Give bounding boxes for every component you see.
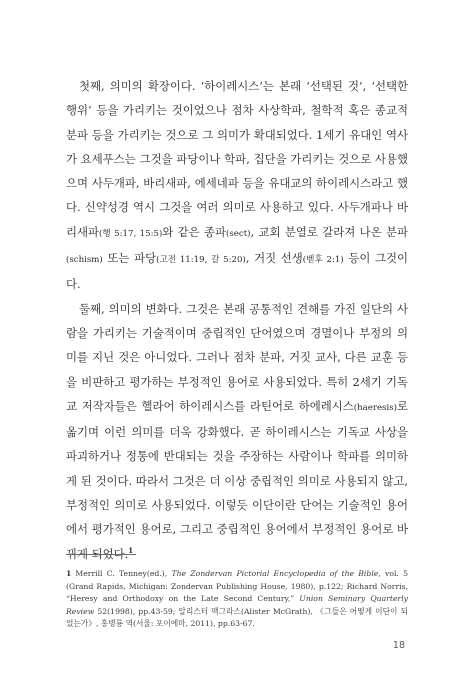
footnote-divider (66, 554, 136, 555)
paragraph-1-ref-corinthians: (고전 11:19, 갈 5:20) (156, 255, 246, 266)
paragraph-1-text-f: 등이 그것이다. (66, 251, 408, 292)
paragraph-1-text-e: , 거짓 선생 (245, 251, 303, 266)
paragraph-2-text-a: 둘째, 의미의 변화다. 그것은 본래 공통적인 견해를 가진 일단의 사람을 가리키는 기술적이며 중립적인 단어였으며 경멸이나 부정의 의미를 지닌 것은 아니었다. 그러나 점차 분파, 거짓 교사, 다른 교훈 등을 비판하고 평가하는 부정적인 용어로 사용되었다. 특히 2세기 기독교 저작자들은 헬라어 하이레시스를 라틴어로 하에레시스 (66, 301, 408, 413)
paragraph-2-text-b: 로 옮기며 이런 의미를 더욱 강화했다. 곧 하이레시스는 기독교 사상을 파괴하거나 정통에 반대되는 것을 주장하는 사람이나 학파를 의미하게 된 것이다. 따라서 그것은 더 이상 중립적인 의미로 사용되지 않고, 부정적인 의미로 사용되었다. 이렇듯 이단이란 단어는 기술적인 용어에서 평가적인 용어로, 그리고 중립적인 용어에서 부정적인 용어로 바뀌게 되었다. (66, 398, 408, 561)
paragraph-1-text-d: 또는 파당 (102, 251, 157, 266)
body-text (66, 74, 408, 566)
footnote-marker[interactable]: 1 (128, 545, 134, 555)
footnote-text-1: Merrill C. Tenney(ed.), (75, 569, 172, 578)
footnote-text-2: , vol. 5 (Grand Rapids, Michigan: Zondervan Publishing House, 1980), p.122; Richard Norris, “Heresy and Orthodoxy on the Late Second Century,” (66, 569, 408, 604)
footnote-title-encyclopedia: The Zondervan Pictorial Encyclopedia of the Bible (171, 569, 379, 578)
paragraph-2-ref-haeresis: (haeresis) (353, 402, 397, 413)
paragraph-1-text-c: , 교회 분열로 갈라져 나온 분파 (250, 224, 408, 239)
footnote (66, 568, 408, 631)
footnote-number: 1 (66, 569, 72, 578)
paragraph-1-ref-schism: (schism) (66, 255, 103, 266)
footnote-text-3: 52(1998), pp.43-59; 알리스터 맥그라스(Alister McGrath), 《그들은 어떻게 이단이 되었는가》, 홍병룡 역(서울: 포이에마, 2011), pp.63-67. (66, 606, 408, 629)
paragraph-meaning-change (66, 297, 408, 566)
paragraph-1-text-b: 와 같은 종파 (162, 224, 227, 239)
paragraph-1-ref-peter: (벧후 2:1) (302, 255, 344, 266)
footnote-title-review: Union Seminary Quarterly Review (66, 594, 409, 616)
paragraph-1-ref-acts: (행 5:17, 15:5) (99, 228, 163, 239)
paragraph-1-text-a: 첫째, 의미의 확장이다. ‘하이레시스’는 본래 ‘선택된 것’, ‘선택한 행위’ 등을 가리키는 것이었으나 점차 사상학파, 철학적 혹은 종교적 분파 등을 가리키는 것으로 그 의미가 확대되었다. 1세기 유대인 역사가 요세푸스는 그것을 파당이나 학파, 집단을 가리키는 것으로 사용했으며 사두개파, 바리새파, 에세네파 등을 유대교의 하이레시스라고 했다. 신약성경 역시 그것을 여러 의미로 사용하고 있다. 사두개파나 바리새파 (66, 79, 408, 239)
page-number: 18 (392, 640, 405, 651)
paragraph-1-ref-sect: (sect) (226, 228, 251, 239)
paragraph-meaning-expansion (66, 74, 408, 297)
